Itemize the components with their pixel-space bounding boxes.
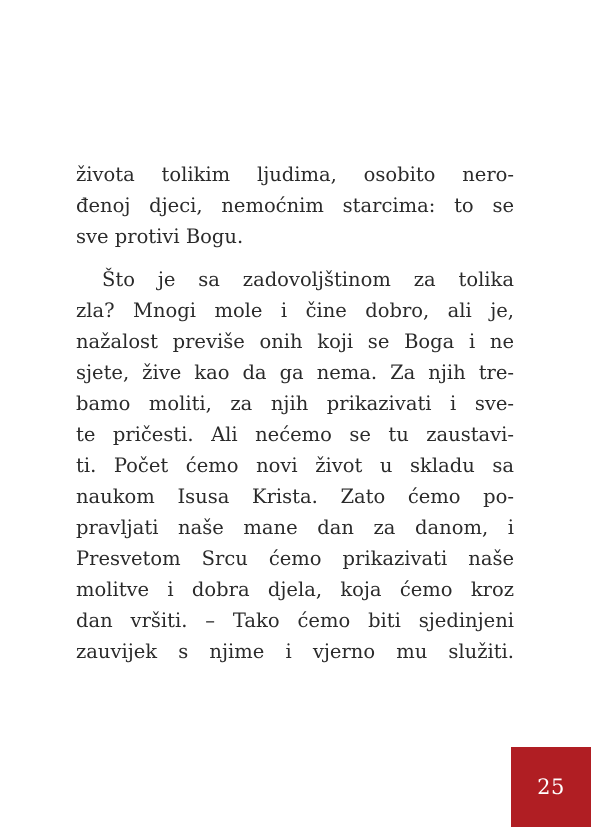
text-line: pravljati naše mane dan za danom, i	[76, 516, 514, 539]
page-number-badge	[511, 747, 591, 827]
text-line: te pričesti. Ali nećemo se tu zaustavi-	[76, 423, 514, 446]
text-line: Presvetom Srcu ćemo prikazivati naše	[76, 547, 514, 570]
body-text	[76, 159, 514, 667]
paragraph-1	[76, 159, 514, 252]
text-line: zauvijek s njime i vjerno mu služiti.	[76, 640, 514, 663]
text-line: nažalost previše onih koji se Boga i ne	[76, 330, 514, 353]
text-line: Što je sa zadovoljštinom za tolika	[102, 268, 514, 291]
text-line: života tolikim ljudima, osobito nero-	[76, 163, 514, 186]
text-line: naukom Isusa Krista. Zato ćemo po-	[76, 485, 514, 508]
page-number: 25	[537, 775, 565, 799]
text-line: ti. Počet ćemo novi život u skladu sa	[76, 454, 514, 477]
text-line: molitve i dobra djela, koja ćemo kroz	[76, 578, 514, 601]
text-line: sve protivi Bogu.	[76, 225, 244, 248]
paragraph-gap	[76, 252, 514, 264]
text-line: sjete, žive kao da ga nema. Za njih tre-	[76, 361, 514, 384]
text-line: dan vršiti. – Tako ćemo biti sjedinjeni	[76, 609, 514, 632]
paragraph-2	[76, 264, 514, 667]
text-line: đenoj djeci, nemoćnim starcima: to se	[76, 194, 514, 217]
text-line: bamo moliti, za njih prikazivati i sve-	[76, 392, 514, 415]
text-line: zla? Mnogi mole i čine dobro, ali je,	[76, 299, 514, 322]
